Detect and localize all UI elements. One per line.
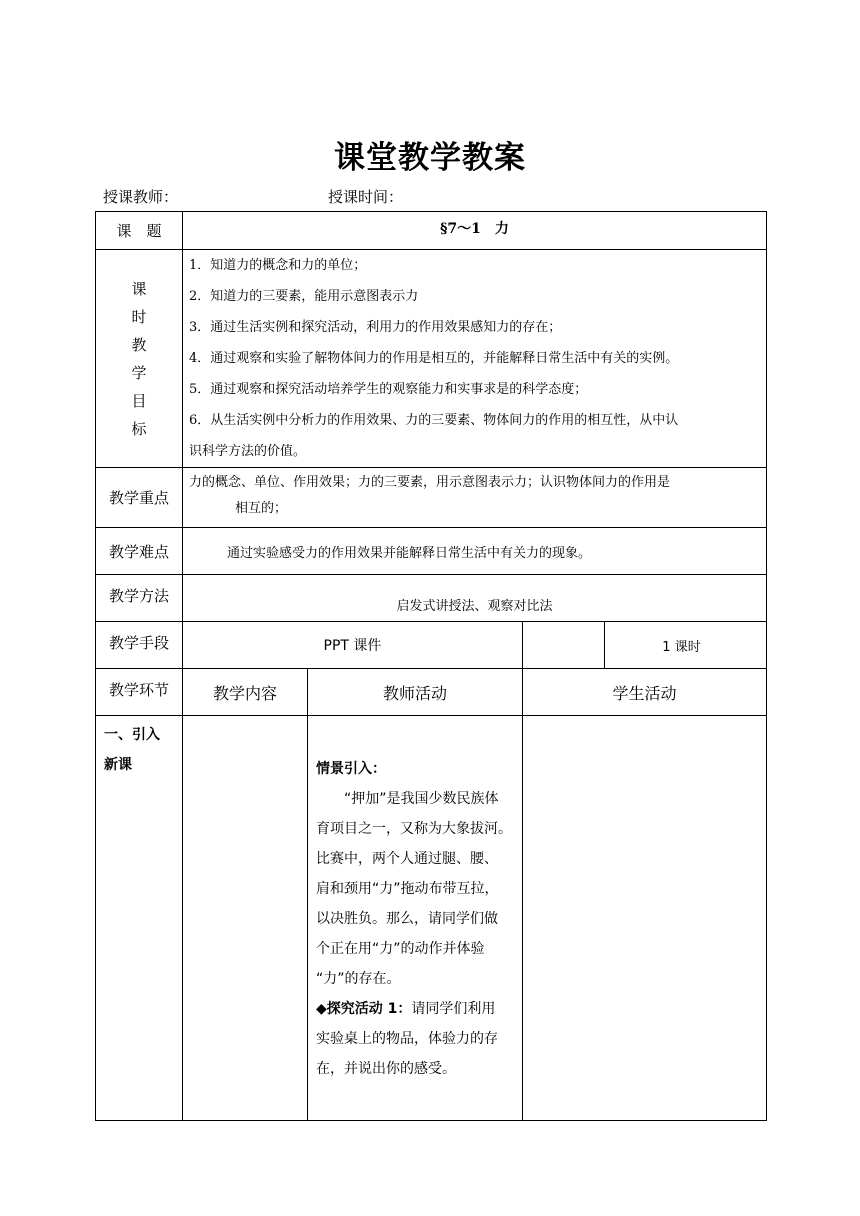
- intro-stage-cell: [96, 716, 183, 1121]
- intro-teacher-cell: [308, 716, 523, 1121]
- goals-label-char: 时: [131, 307, 147, 326]
- means-empty-cell: [523, 622, 605, 669]
- goals-label-char: 课: [131, 279, 147, 298]
- stage-header-row: [96, 669, 767, 716]
- goals-label: [96, 250, 183, 468]
- teacher-label: 授课教师：: [103, 188, 179, 206]
- scene-line: “力”的存在。: [316, 971, 401, 987]
- key-points-line: 力的概念、单位、作用效果；力的三要素，用示意图表示力；认识物体间力的作用是: [189, 475, 671, 490]
- difficulties-row: [96, 528, 767, 575]
- means-value: PPT 课件: [183, 622, 523, 669]
- teacher-activity-header: 教师活动: [308, 669, 523, 716]
- intro-student-cell: [523, 716, 767, 1121]
- scene-line: 以决胜负。那么，请同学们做: [316, 911, 498, 927]
- means-label: 教学手段: [96, 622, 183, 669]
- goal-item: 4．通过观察和实验了解物体间力的作用是相互的，并能解释日常生活中有关的实例。: [189, 351, 679, 366]
- goals-row: [96, 250, 767, 468]
- goal-item: 1．知道力的概念和力的单位；: [189, 258, 367, 273]
- time-label: 授课时间：: [328, 188, 404, 206]
- scene-line: 个正在用“力”的动作并体验: [316, 941, 485, 957]
- scene-title: 情景引入：: [316, 761, 386, 777]
- method-row: [96, 575, 767, 622]
- goal-item: 识科学方法的价值。: [189, 444, 307, 459]
- intro-content-cell: [183, 716, 308, 1121]
- lesson-plan-table: [95, 211, 767, 1121]
- activity-line: [316, 994, 516, 1024]
- scene-line: 育项目之一，又称为大象拔河。: [316, 821, 512, 837]
- key-points-row: [96, 468, 767, 528]
- intro-stage-label: 一、引入: [104, 727, 160, 743]
- intro-stage-label: 新课: [104, 757, 132, 773]
- activity-line: 实验桌上的物品，体验力的存: [316, 1031, 498, 1047]
- page-title: 课堂教学教案: [334, 140, 526, 176]
- topic-label: 课 题: [96, 212, 183, 250]
- scene-line: 肩和颈用“力”拖动布带互拉，: [316, 881, 499, 897]
- difficulties-label: 教学难点: [96, 528, 183, 575]
- activity-text: 请同学们利用: [411, 1001, 496, 1017]
- method-value: 启发式讲授法、观察对比法: [183, 575, 767, 622]
- scene-line: 比赛中，两个人通过腿、腰、: [316, 851, 498, 867]
- key-points-line: 相互的；: [235, 501, 288, 516]
- goal-item: 3．通过生活实例和探究活动，利用力的作用效果感知力的存在；: [189, 320, 562, 335]
- goals-list: [183, 250, 767, 468]
- activity-title: ◆探究活动 1：: [316, 1001, 412, 1017]
- method-label: 教学方法: [96, 575, 183, 622]
- stage-label: 教学环节: [96, 669, 183, 716]
- goals-label-char: 学: [131, 363, 147, 382]
- goals-label-char: 目: [131, 391, 147, 410]
- topic-value: §7～1 力: [183, 212, 767, 250]
- activity-line: 在，并说出你的感受。: [316, 1061, 456, 1077]
- difficulties-value: 通过实验感受力的作用效果并能解释日常生活中有关力的现象。: [183, 528, 767, 575]
- intro-row: [96, 716, 767, 1121]
- goals-label-char: 标: [131, 419, 147, 438]
- scene-line: “押加”是我国少数民族体: [316, 791, 499, 807]
- goal-item: 6．从生活实例中分析力的作用效果、力的三要素、物体间力的作用的相互性，从中认: [189, 413, 679, 428]
- goals-label-char: 教: [131, 335, 147, 354]
- key-points-label: 教学重点: [96, 468, 183, 528]
- key-points-value: [183, 468, 767, 528]
- goal-item: 2．知道力的三要素，能用示意图表示力: [189, 289, 419, 304]
- student-activity-header: 学生活动: [523, 669, 767, 716]
- goal-item: 5．通过观察和探究活动培养学生的观察能力和实事求是的科学态度；: [189, 382, 588, 397]
- content-header: 教学内容: [183, 669, 308, 716]
- means-row: [96, 622, 767, 669]
- means-period: 1 课时: [605, 622, 767, 669]
- topic-row: [96, 212, 767, 250]
